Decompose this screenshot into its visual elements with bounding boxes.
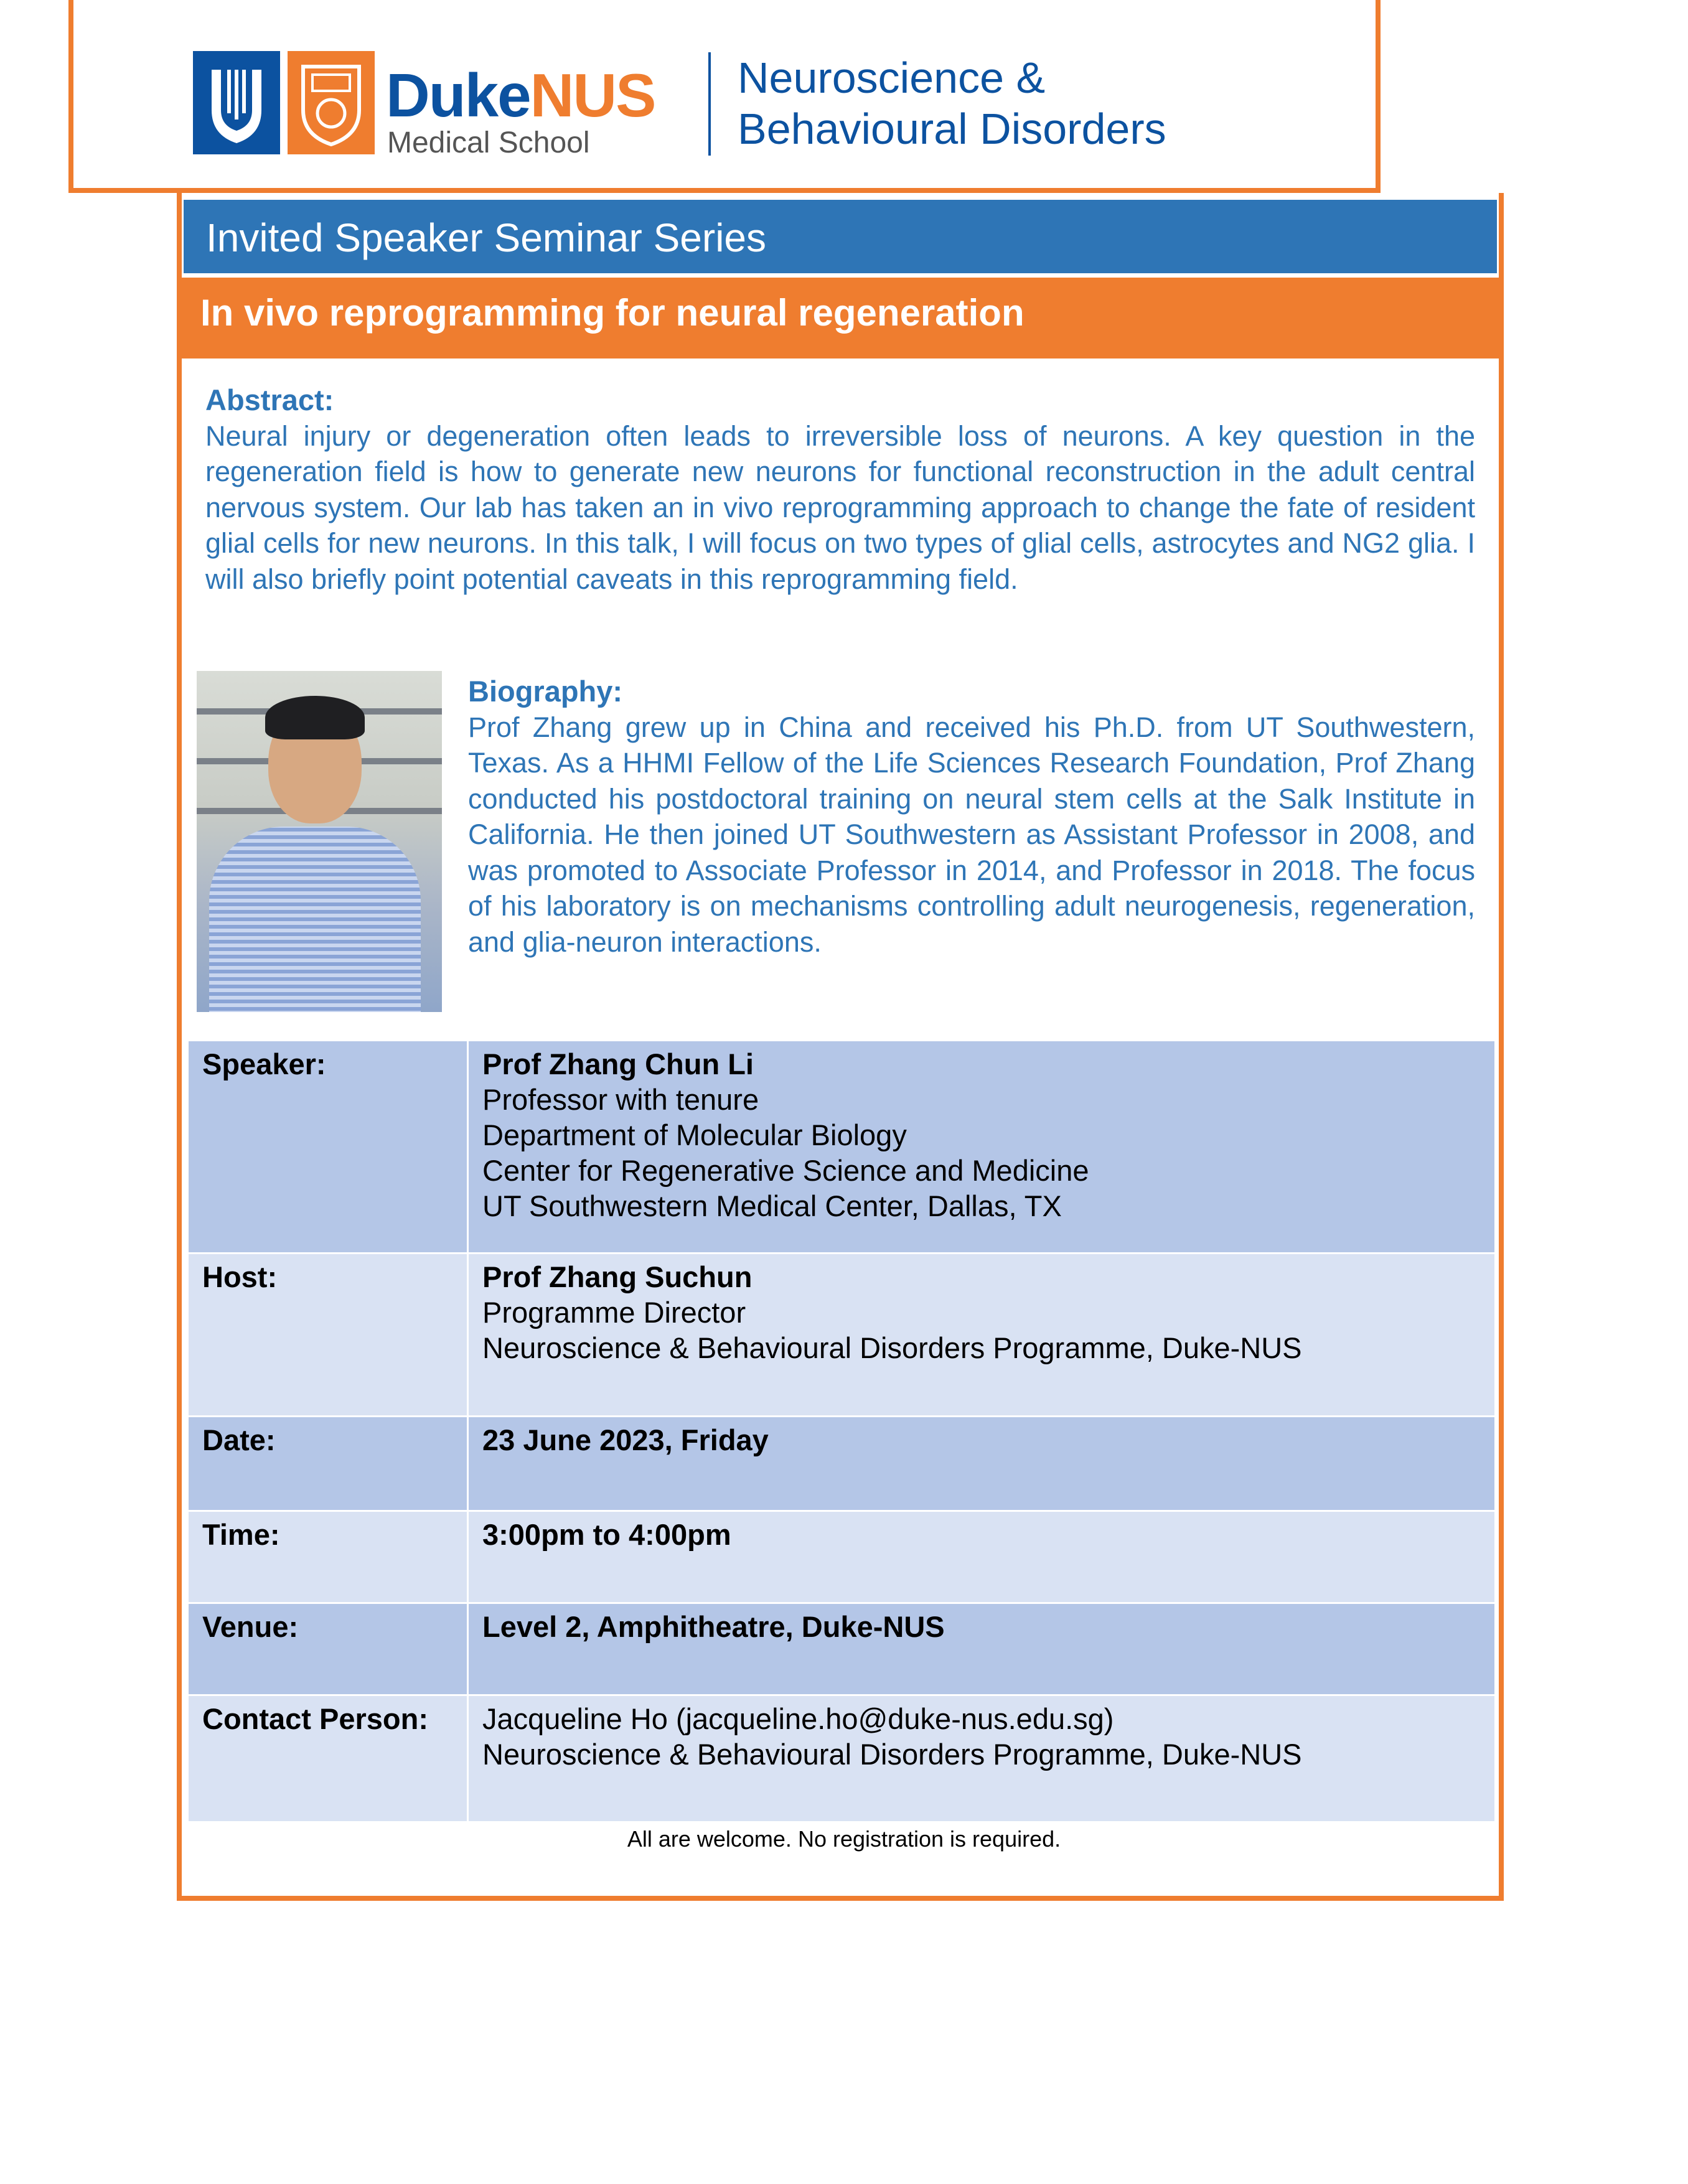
- host-name: Prof Zhang Suchun: [482, 1260, 753, 1293]
- nus-crest-icon: [288, 51, 375, 154]
- series-title: Invited Speaker Seminar Series: [206, 215, 766, 260]
- speaker-label: Speaker:: [188, 1041, 468, 1254]
- table-row: [188, 1041, 1496, 1254]
- table-row: [188, 1254, 1496, 1417]
- host-value: [468, 1254, 1496, 1417]
- time-label: Time:: [188, 1511, 468, 1603]
- footer-note: All are welcome. No registration is required.: [627, 1826, 1061, 1852]
- biography-heading: Biography:: [468, 675, 623, 708]
- venue-value: Level 2, Amphitheatre, Duke-NUS: [468, 1603, 1496, 1695]
- biography-section: [468, 673, 1475, 960]
- contact-line: Neuroscience & Behavioural Disorders Programme, Duke-NUS: [482, 1738, 1302, 1771]
- brand-nus-text: NUS: [530, 61, 655, 129]
- program-name-line1: Neuroscience &: [738, 54, 1046, 102]
- date-label: Date:: [188, 1417, 468, 1511]
- contact-line: Jacqueline Ho (jacqueline.ho@duke-nus.edu.sg): [482, 1702, 1114, 1735]
- contact-value: [468, 1695, 1496, 1822]
- time-value: 3:00pm to 4:00pm: [468, 1511, 1496, 1603]
- topic-bar: [182, 278, 1499, 359]
- host-line: Programme Director: [482, 1296, 746, 1329]
- program-name-line2: Behavioural Disorders: [738, 105, 1166, 153]
- host-label: Host:: [188, 1254, 468, 1417]
- brand-duke-text: Duke: [386, 61, 530, 129]
- table-row: [188, 1417, 1496, 1511]
- contact-label: Contact Person:: [188, 1695, 468, 1822]
- table-row: [188, 1511, 1496, 1603]
- venue-label: Venue:: [188, 1603, 468, 1695]
- speaker-name: Prof Zhang Chun Li: [482, 1047, 754, 1080]
- abstract-heading: Abstract:: [205, 383, 334, 416]
- topic-title: In vivo reprogramming for neural regeneration: [200, 292, 1025, 334]
- speaker-line: Center for Regenerative Science and Medicine: [482, 1154, 1089, 1187]
- series-bar: [182, 198, 1499, 275]
- brand-subtitle: Medical School: [387, 126, 590, 159]
- speaker-line: UT Southwestern Medical Center, Dallas, TX: [482, 1189, 1062, 1222]
- table-row: [188, 1603, 1496, 1695]
- host-line: Neuroscience & Behavioural Disorders Programme, Duke-NUS: [482, 1331, 1302, 1364]
- date-value: 23 June 2023, Friday: [468, 1417, 1496, 1511]
- abstract-section: [205, 382, 1475, 597]
- speaker-line: Professor with tenure: [482, 1083, 759, 1116]
- abstract-text: Neural injury or degeneration often leads to irreversible loss of neurons. A key question in the regeneration field is how to generate new neurons for functional reconstruction in the adult central nervous system. Our lab has taken an in vivo reprogramming approach to change the fate of resident glial cells for new neurons. In this talk, I will focus on two types of glial cells, astrocytes and NG2 glia. I will also briefly point potential caveats in this reprogramming field.: [205, 419, 1475, 595]
- brand-divider: [708, 52, 711, 156]
- biography-text: Prof Zhang grew up in China and received his Ph.D. from UT Southwestern, Texas. As a HHMI Fellow of the Life Sciences Research Foundation, Prof Zhang conducted his postdoctoral training on neural stem cells at the Salk Institute in California. He then joined UT Southwestern as Assistant Professor in 2008, and was promoted to Associate Professor in 2014, and Professor in 2018. The focus of his laboratory is on mechanisms controlling adult neurogenesis, regeneration, and glia-neuron interactions.: [468, 711, 1475, 958]
- speaker-value: [468, 1041, 1496, 1254]
- table-row: [188, 1695, 1496, 1822]
- details-table: [187, 1039, 1496, 1823]
- speaker-line: Department of Molecular Biology: [482, 1118, 907, 1151]
- speaker-photo: [197, 671, 442, 1012]
- duke-chapel-shield-icon: [193, 51, 280, 154]
- brand-wordmark: [386, 61, 655, 129]
- program-name: [738, 52, 1166, 154]
